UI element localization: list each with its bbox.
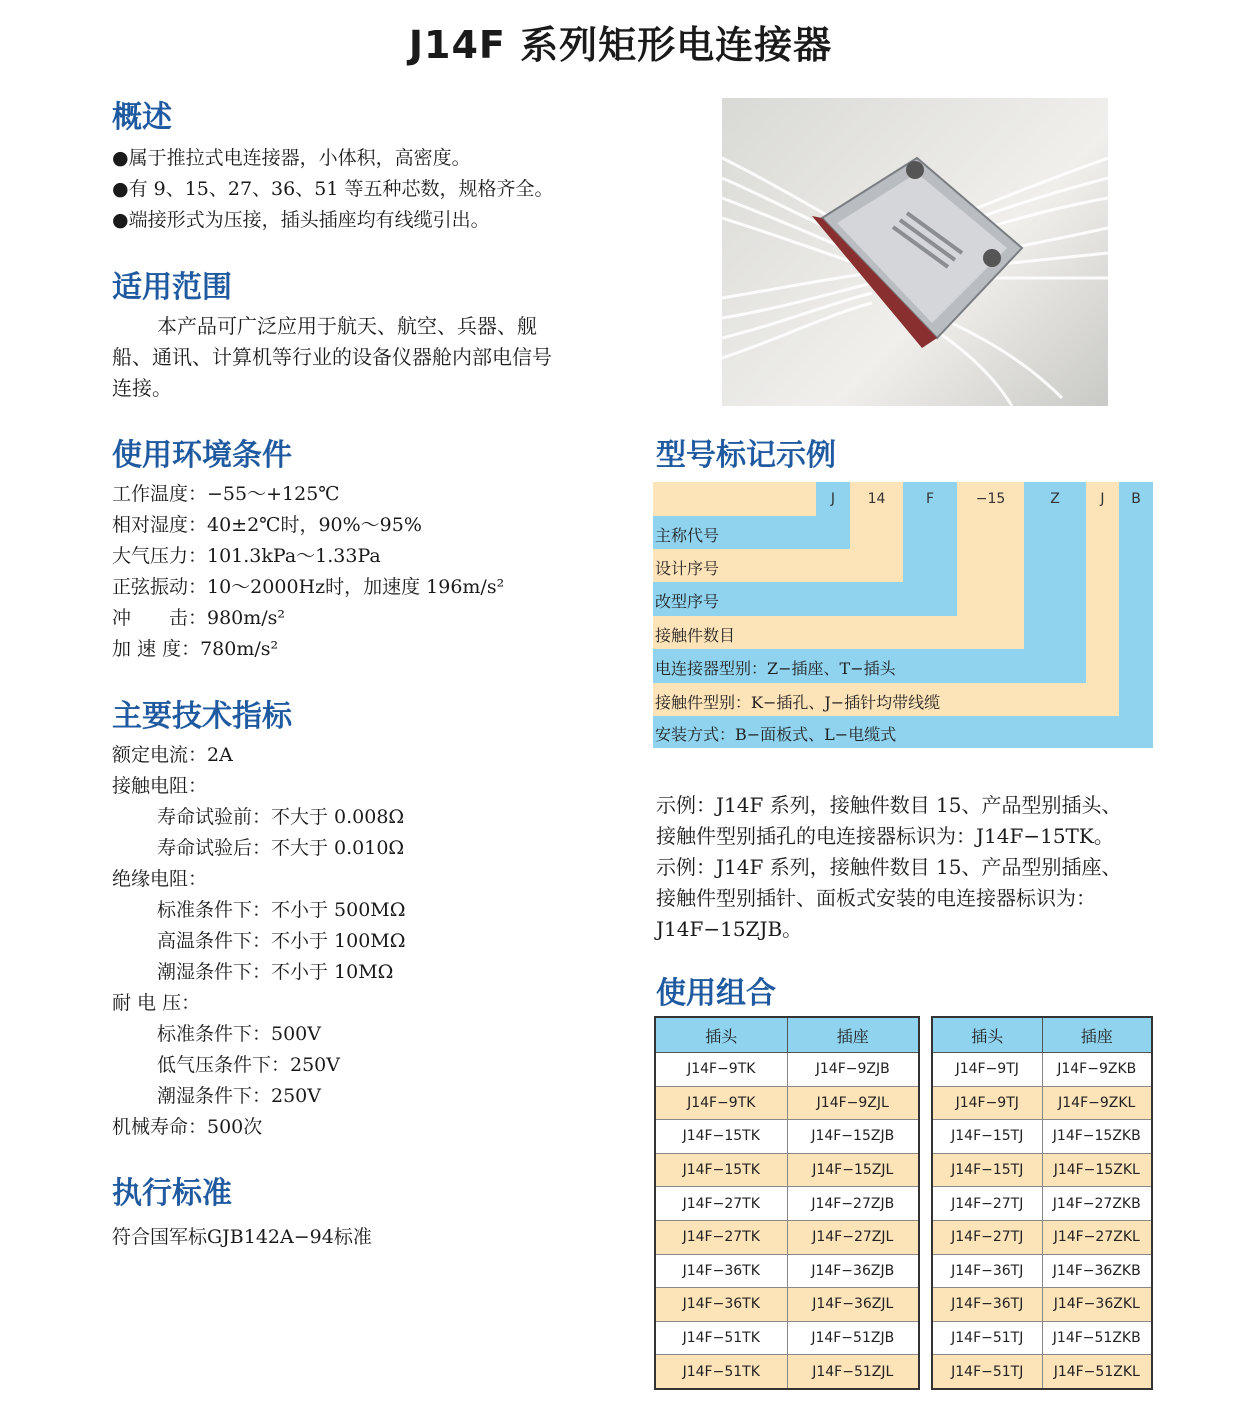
plug-cell: J14F−9TK <box>655 1053 787 1087</box>
model-label: 接触件型别：K−插孔、J−插针均带线缆 <box>655 693 941 712</box>
table-row <box>655 1086 919 1120</box>
plug-cell: J14F−9TJ <box>932 1086 1042 1120</box>
socket-cell: J14F−36ZKB <box>1042 1254 1152 1288</box>
overview-bullets <box>112 143 553 236</box>
table-row <box>932 1053 1152 1087</box>
code-15: −15 <box>975 491 1006 507</box>
socket-cell: J14F−51ZKB <box>1042 1321 1152 1355</box>
spec-ir-standard: 标准条件下：不小于 500MΩ <box>157 899 406 921</box>
table-row <box>932 1120 1152 1154</box>
environment-heading: 使用环境条件 <box>112 438 292 473</box>
table-row <box>655 1153 919 1187</box>
spec-cr-after: 寿命试验后：不大于 0.010Ω <box>157 837 405 859</box>
spec-v-standard: 标准条件下：500V <box>157 1023 321 1045</box>
col-socket: 插座 <box>1042 1017 1152 1053</box>
socket-cell: J14F−15ZKB <box>1042 1120 1152 1154</box>
table-row <box>655 1053 919 1087</box>
example-line: 接触件型别插针、面板式安装的电连接器标识为： <box>656 886 1096 910</box>
table-row <box>932 1254 1152 1288</box>
col-socket: 插座 <box>787 1017 919 1053</box>
socket-cell: J14F−51ZJL <box>787 1355 919 1389</box>
plug-cell: J14F−15TJ <box>932 1120 1042 1154</box>
plug-cell: J14F−27TJ <box>932 1187 1042 1221</box>
table-row <box>932 1321 1152 1355</box>
table-row <box>932 1187 1152 1221</box>
socket-cell: J14F−15ZJB <box>787 1120 919 1154</box>
model-label: 电连接器型别：Z−插座、T−插头 <box>655 659 896 678</box>
col-plug: 插头 <box>655 1017 787 1053</box>
env-line: 工作温度：−55～+125℃ <box>112 483 340 505</box>
plug-cell: J14F−36TJ <box>932 1254 1042 1288</box>
table-row <box>655 1355 919 1389</box>
plug-cell: J14F−27TK <box>655 1220 787 1254</box>
code-f: F <box>925 491 935 507</box>
overview-bullet: ●端接形式为压接，插头插座均有线缆引出。 <box>112 209 490 231</box>
socket-cell: J14F−9ZKL <box>1042 1086 1152 1120</box>
spec-cr-before: 寿命试验前：不大于 0.008Ω <box>157 806 405 828</box>
plug-cell: J14F−9TJ <box>932 1053 1042 1087</box>
spec-ir-high-temp: 高温条件下：不小于 100MΩ <box>157 930 406 952</box>
band-blank <box>653 482 816 516</box>
code-j2: J <box>1100 491 1105 507</box>
example-line: 示例：J14F 系列，接触件数目 15、产品型别插座、 <box>656 855 1122 879</box>
combo-table-left <box>654 1016 920 1390</box>
table-row <box>655 1220 919 1254</box>
standard-heading: 执行标准 <box>112 1176 232 1211</box>
plug-cell: J14F−27TK <box>655 1187 787 1221</box>
spec-insulation: 绝缘电阻： <box>112 868 208 890</box>
combo-table-right <box>931 1016 1153 1390</box>
plug-cell: J14F−36TJ <box>932 1288 1042 1322</box>
scope-line: 连接。 <box>112 376 172 400</box>
plug-cell: J14F−36TK <box>655 1288 787 1322</box>
table-row <box>655 1254 919 1288</box>
model-label: 设计序号 <box>655 559 720 578</box>
scope-line: 本产品可广泛应用于航天、航空、兵器、舰 <box>157 314 537 338</box>
plug-cell: J14F−15TJ <box>932 1153 1042 1187</box>
socket-cell: J14F−9ZKB <box>1042 1053 1152 1087</box>
environment-list <box>112 479 504 665</box>
model-examples <box>656 790 1122 945</box>
spec-voltage: 耐 电 压： <box>112 992 201 1014</box>
spec-contact-resistance: 接触电阻： <box>112 775 208 797</box>
spec-life: 机械寿命：500次 <box>112 1116 263 1138</box>
table-row <box>932 1288 1152 1322</box>
table-row <box>655 1187 919 1221</box>
specs-heading: 主要技术指标 <box>112 699 292 734</box>
spec-v-low-pressure: 低气压条件下：250V <box>157 1054 340 1076</box>
env-line: 冲 击：980m/s² <box>112 607 286 629</box>
code-b: B <box>1131 491 1141 507</box>
specs-list <box>112 740 406 1143</box>
overview-bullet: ●有 9、15、27、36、51 等五种芯数，规格齐全。 <box>112 178 554 200</box>
example-line: J14F−15ZJB。 <box>656 917 803 941</box>
model-label: 安装方式：B−面板式、L−电缆式 <box>655 725 897 744</box>
example-line: 接触件型别插孔的电连接器标识为：J14F−15TK。 <box>656 824 1114 848</box>
table-row <box>655 1288 919 1322</box>
plug-cell: J14F−15TK <box>655 1120 787 1154</box>
standard-text: 符合国军标GJB142A−94标准 <box>112 1226 372 1248</box>
socket-cell: J14F−51ZKL <box>1042 1355 1152 1389</box>
example-line: 示例：J14F 系列，接触件数目 15、产品型别插头、 <box>656 793 1122 817</box>
spec-rated-current: 额定电流：2A <box>112 744 233 766</box>
model-label: 主称代号 <box>655 526 720 545</box>
socket-cell: J14F−36ZJL <box>787 1288 919 1322</box>
col-plug: 插头 <box>932 1017 1042 1053</box>
socket-cell: J14F−9ZJB <box>787 1053 919 1087</box>
scope-text <box>112 311 622 404</box>
socket-cell: J14F−36ZKL <box>1042 1288 1152 1322</box>
plug-cell: J14F−15TK <box>655 1153 787 1187</box>
socket-cell: J14F−27ZKL <box>1042 1220 1152 1254</box>
scope-heading: 适用范围 <box>112 270 232 305</box>
code-z: Z <box>1050 491 1060 507</box>
table-row <box>655 1120 919 1154</box>
socket-cell: J14F−27ZKB <box>1042 1187 1152 1221</box>
env-line: 相对湿度：40±2℃时，90%～95% <box>112 514 422 536</box>
table-row <box>932 1086 1152 1120</box>
table-row <box>932 1220 1152 1254</box>
code-j: J <box>830 491 836 507</box>
model-label: 改型序号 <box>655 592 720 611</box>
env-line: 加 速 度：780m/s² <box>112 638 279 660</box>
socket-cell: J14F−9ZJL <box>787 1086 919 1120</box>
plug-cell: J14F−9TK <box>655 1086 787 1120</box>
model-label: 接触件数目 <box>655 626 736 645</box>
plug-cell: J14F−51TK <box>655 1321 787 1355</box>
env-line: 正弦振动：10～2000Hz时，加速度 196m/s² <box>112 576 505 598</box>
spec-ir-humid: 潮湿条件下：不小于 10MΩ <box>157 961 394 983</box>
socket-cell: J14F−15ZJL <box>787 1153 919 1187</box>
table-row <box>655 1321 919 1355</box>
env-line: 大气压力：101.3kPa～1.33Pa <box>112 545 381 567</box>
scope-line: 船、通讯、计算机等行业的设备仪器舱内部电信号 <box>112 345 552 369</box>
spec-v-humid: 潮湿条件下：250V <box>157 1085 321 1107</box>
socket-cell: J14F−51ZJB <box>787 1321 919 1355</box>
connector-illustration <box>722 98 1108 406</box>
model-diagram <box>653 482 1153 748</box>
code-14: 14 <box>867 491 886 507</box>
socket-cell: J14F−27ZJB <box>787 1187 919 1221</box>
table-row <box>932 1355 1152 1389</box>
overview-heading: 概述 <box>112 100 172 135</box>
plug-cell: J14F−51TK <box>655 1355 787 1389</box>
plug-cell: J14F−51TJ <box>932 1355 1042 1389</box>
socket-cell: J14F−27ZJL <box>787 1220 919 1254</box>
plug-cell: J14F−27TJ <box>932 1220 1042 1254</box>
plug-cell: J14F−51TJ <box>932 1321 1042 1355</box>
plug-cell: J14F−36TK <box>655 1254 787 1288</box>
page-title: J14F 系列矩形电连接器 <box>408 23 833 67</box>
overview-bullet: ●属于推拉式电连接器，小体积，高密度。 <box>112 147 471 169</box>
product-photo <box>722 98 1108 406</box>
table-row <box>932 1153 1152 1187</box>
combo-heading: 使用组合 <box>656 976 776 1011</box>
socket-cell: J14F−36ZJB <box>787 1254 919 1288</box>
socket-cell: J14F−15ZKL <box>1042 1153 1152 1187</box>
model-heading: 型号标记示例 <box>656 438 836 473</box>
